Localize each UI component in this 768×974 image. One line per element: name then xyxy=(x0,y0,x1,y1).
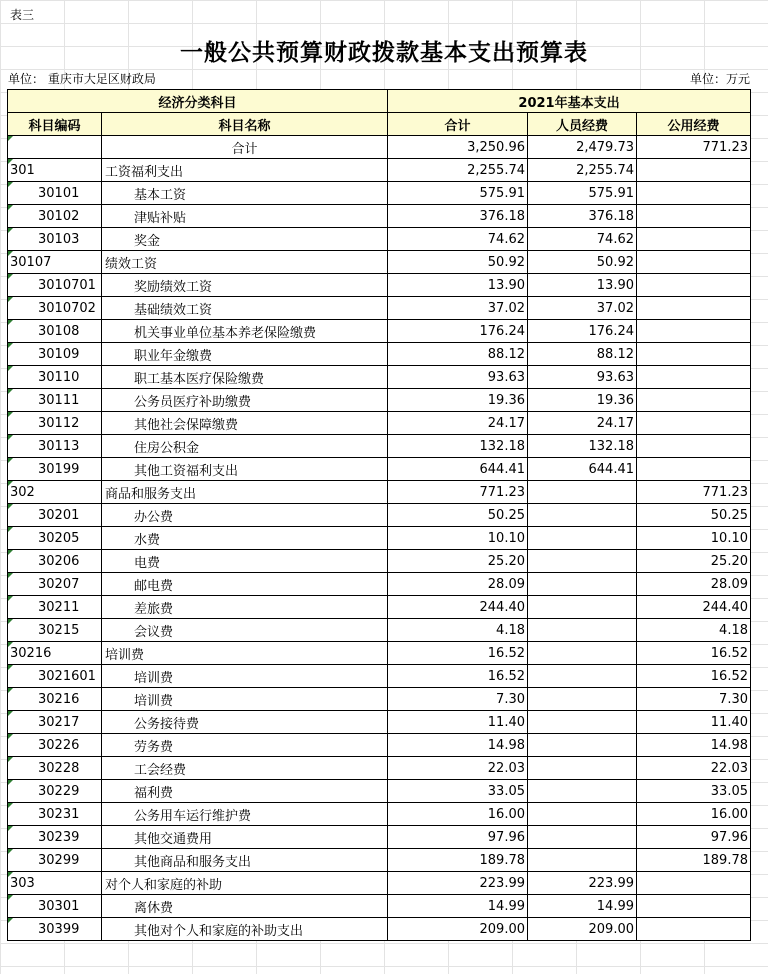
public-cell[interactable]: 4.18 xyxy=(637,619,751,642)
public-cell[interactable]: 28.09 xyxy=(637,573,751,596)
personnel-cell[interactable]: 24.17 xyxy=(528,412,637,435)
total-cell[interactable]: 33.05 xyxy=(388,780,528,803)
code-cell[interactable]: 30111 xyxy=(8,389,102,412)
public-cell[interactable] xyxy=(637,435,751,458)
total-cell[interactable]: 28.09 xyxy=(388,573,528,596)
total-cell[interactable]: 25.20 xyxy=(388,550,528,573)
name-cell[interactable]: 公务员医疗补助缴费 xyxy=(102,389,388,412)
table-row xyxy=(8,734,751,757)
personnel-cell[interactable] xyxy=(528,573,637,596)
code-cell[interactable]: 30216 xyxy=(8,642,102,665)
total-cell[interactable]: 14.98 xyxy=(388,734,528,757)
personnel-cell[interactable] xyxy=(528,688,637,711)
total-sum-cell[interactable]: 3,250.96 xyxy=(388,136,528,159)
personnel-cell[interactable]: 14.99 xyxy=(528,895,637,918)
table-row xyxy=(8,642,751,665)
personnel-cell[interactable]: 13.90 xyxy=(528,274,637,297)
total-cell[interactable]: 93.63 xyxy=(388,366,528,389)
public-cell[interactable] xyxy=(637,872,751,895)
page-title: 一般公共预算财政拨款基本支出预算表 xyxy=(180,40,588,66)
name-cell[interactable]: 电费 xyxy=(102,550,388,573)
name-cell[interactable]: 公务用车运行维护费 xyxy=(102,803,388,826)
table-row xyxy=(8,504,751,527)
total-cell[interactable]: 16.00 xyxy=(388,803,528,826)
public-cell[interactable] xyxy=(637,458,751,481)
personnel-cell[interactable] xyxy=(528,711,637,734)
total-cell[interactable]: 209.00 xyxy=(388,918,528,941)
name-cell[interactable]: 绩效工资 xyxy=(102,251,388,274)
code-cell[interactable]: 30226 xyxy=(8,734,102,757)
personnel-cell[interactable]: 88.12 xyxy=(528,343,637,366)
code-cell[interactable]: 30107 xyxy=(8,251,102,274)
unit-currency: 单位：万元 xyxy=(689,72,750,86)
personnel-cell[interactable]: 50.92 xyxy=(528,251,637,274)
code-cell[interactable]: 30215 xyxy=(8,619,102,642)
total-cell[interactable]: 37.02 xyxy=(388,297,528,320)
table-row xyxy=(8,803,751,826)
code-cell[interactable]: 30113 xyxy=(8,435,102,458)
total-cell[interactable]: 19.36 xyxy=(388,389,528,412)
code-cell[interactable]: 30102 xyxy=(8,205,102,228)
code-cell[interactable]: 30299 xyxy=(8,849,102,872)
header-economic-category[interactable]: 经济分类科目 xyxy=(8,90,388,113)
total-cell[interactable]: 376.18 xyxy=(388,205,528,228)
personnel-cell[interactable]: 223.99 xyxy=(528,872,637,895)
public-cell[interactable] xyxy=(637,182,751,205)
table-row xyxy=(8,780,751,803)
code-cell[interactable]: 301 xyxy=(8,159,102,182)
name-cell[interactable]: 职工基本医疗保险缴费 xyxy=(102,366,388,389)
total-cell[interactable]: 24.17 xyxy=(388,412,528,435)
name-cell[interactable]: 津贴补贴 xyxy=(102,205,388,228)
total-cell[interactable]: 771.23 xyxy=(388,481,528,504)
code-cell[interactable]: 30229 xyxy=(8,780,102,803)
code-cell[interactable]: 30101 xyxy=(8,182,102,205)
personnel-cell[interactable] xyxy=(528,780,637,803)
public-cell[interactable]: 33.05 xyxy=(637,780,751,803)
table-row xyxy=(8,665,751,688)
personnel-cell[interactable]: 19.36 xyxy=(528,389,637,412)
header-name[interactable]: 科目名称 xyxy=(102,113,388,136)
public-cell[interactable]: 25.20 xyxy=(637,550,751,573)
table-row xyxy=(8,573,751,596)
personnel-cell[interactable] xyxy=(528,481,637,504)
code-cell[interactable]: 30201 xyxy=(8,504,102,527)
code-cell[interactable]: 30211 xyxy=(8,596,102,619)
code-cell[interactable]: 30239 xyxy=(8,826,102,849)
code-cell[interactable]: 30207 xyxy=(8,573,102,596)
name-cell[interactable]: 公务接待费 xyxy=(102,711,388,734)
total-cell[interactable]: 74.62 xyxy=(388,228,528,251)
code-cell[interactable]: 3021601 xyxy=(8,665,102,688)
table-row xyxy=(8,688,751,711)
header-row-columns xyxy=(8,113,751,136)
total-cell[interactable]: 189.78 xyxy=(388,849,528,872)
total-cell[interactable]: 88.12 xyxy=(388,343,528,366)
total-cell[interactable]: 13.90 xyxy=(388,274,528,297)
sheet-label: 表三 xyxy=(10,8,35,22)
public-cell[interactable]: 11.40 xyxy=(637,711,751,734)
public-cell[interactable]: 16.52 xyxy=(637,665,751,688)
table-row xyxy=(8,343,751,366)
total-public-cell[interactable]: 771.23 xyxy=(637,136,751,159)
name-cell[interactable]: 劳务费 xyxy=(102,734,388,757)
public-cell[interactable] xyxy=(637,159,751,182)
name-cell[interactable]: 培训费 xyxy=(102,642,388,665)
name-cell[interactable]: 办公费 xyxy=(102,504,388,527)
personnel-cell[interactable] xyxy=(528,665,637,688)
table-row xyxy=(8,481,751,504)
public-cell[interactable] xyxy=(637,343,751,366)
total-cell[interactable]: 644.41 xyxy=(388,458,528,481)
public-cell[interactable] xyxy=(637,205,751,228)
table-row xyxy=(8,826,751,849)
table-row xyxy=(8,205,751,228)
personnel-cell[interactable] xyxy=(528,803,637,826)
code-cell[interactable]: 30216 xyxy=(8,688,102,711)
total-cell[interactable]: 11.40 xyxy=(388,711,528,734)
header-personnel[interactable]: 人员经费 xyxy=(528,113,637,136)
personnel-cell[interactable] xyxy=(528,550,637,573)
code-cell[interactable]: 30399 xyxy=(8,918,102,941)
header-basic-expenditure[interactable]: 2021年基本支出 xyxy=(388,90,751,113)
header-total[interactable]: 合计 xyxy=(388,113,528,136)
table-row xyxy=(8,159,751,182)
total-row xyxy=(8,136,751,159)
personnel-cell[interactable]: 74.62 xyxy=(528,228,637,251)
public-cell[interactable]: 7.30 xyxy=(637,688,751,711)
total-cell[interactable]: 22.03 xyxy=(388,757,528,780)
name-cell[interactable]: 福利费 xyxy=(102,780,388,803)
total-cell[interactable]: 223.99 xyxy=(388,872,528,895)
table-row xyxy=(8,550,751,573)
table-row xyxy=(8,619,751,642)
name-cell[interactable]: 培训费 xyxy=(102,665,388,688)
name-cell[interactable]: 其他对个人和家庭的补助支出 xyxy=(102,918,388,941)
total-cell[interactable]: 10.10 xyxy=(388,527,528,550)
total-cell[interactable]: 16.52 xyxy=(388,665,528,688)
name-cell[interactable]: 工会经费 xyxy=(102,757,388,780)
total-cell[interactable]: 50.92 xyxy=(388,251,528,274)
code-cell[interactable]: 3010702 xyxy=(8,297,102,320)
personnel-cell[interactable]: 376.18 xyxy=(528,205,637,228)
table-row xyxy=(8,389,751,412)
code-cell[interactable]: 30301 xyxy=(8,895,102,918)
code-cell[interactable]: 30206 xyxy=(8,550,102,573)
table-row xyxy=(8,366,751,389)
total-name-cell[interactable]: 合计 xyxy=(102,136,388,159)
name-cell[interactable]: 其他社会保障缴费 xyxy=(102,412,388,435)
table-row xyxy=(8,435,751,458)
public-cell[interactable] xyxy=(637,895,751,918)
public-cell[interactable] xyxy=(637,389,751,412)
table-row xyxy=(8,458,751,481)
personnel-cell[interactable]: 575.91 xyxy=(528,182,637,205)
code-cell[interactable]: 30110 xyxy=(8,366,102,389)
name-cell[interactable]: 商品和服务支出 xyxy=(102,481,388,504)
name-cell[interactable]: 其他交通费用 xyxy=(102,826,388,849)
total-cell[interactable]: 176.24 xyxy=(388,320,528,343)
personnel-cell[interactable] xyxy=(528,826,637,849)
personnel-cell[interactable] xyxy=(528,757,637,780)
name-cell[interactable]: 会议费 xyxy=(102,619,388,642)
total-cell[interactable]: 132.18 xyxy=(388,435,528,458)
table-row xyxy=(8,596,751,619)
public-cell[interactable]: 50.25 xyxy=(637,504,751,527)
personnel-cell[interactable] xyxy=(528,734,637,757)
table-row xyxy=(8,757,751,780)
header-code[interactable]: 科目编码 xyxy=(8,113,102,136)
header-row-groups xyxy=(8,90,751,113)
table-row xyxy=(8,228,751,251)
code-cell[interactable]: 30103 xyxy=(8,228,102,251)
public-cell[interactable]: 10.10 xyxy=(637,527,751,550)
public-cell[interactable]: 14.98 xyxy=(637,734,751,757)
total-cell[interactable]: 16.52 xyxy=(388,642,528,665)
personnel-cell[interactable]: 2,255.74 xyxy=(528,159,637,182)
total-cell[interactable]: 97.96 xyxy=(388,826,528,849)
table-row xyxy=(8,320,751,343)
name-cell[interactable]: 培训费 xyxy=(102,688,388,711)
total-code-cell[interactable] xyxy=(8,136,102,159)
code-cell[interactable]: 30108 xyxy=(8,320,102,343)
personnel-cell[interactable] xyxy=(528,504,637,527)
name-cell[interactable]: 对个人和家庭的补助 xyxy=(102,872,388,895)
total-personnel-cell[interactable]: 2,479.73 xyxy=(528,136,637,159)
table-row xyxy=(8,895,751,918)
public-cell[interactable] xyxy=(637,297,751,320)
budget-table xyxy=(7,89,751,941)
table-row xyxy=(8,849,751,872)
name-cell[interactable]: 机关事业单位基本养老保险缴费 xyxy=(102,320,388,343)
personnel-cell[interactable]: 37.02 xyxy=(528,297,637,320)
personnel-cell[interactable]: 644.41 xyxy=(528,458,637,481)
table-row xyxy=(8,274,751,297)
code-cell[interactable]: 30217 xyxy=(8,711,102,734)
name-cell[interactable]: 离休费 xyxy=(102,895,388,918)
code-cell[interactable]: 302 xyxy=(8,481,102,504)
table-row xyxy=(8,527,751,550)
name-cell[interactable]: 其他工资福利支出 xyxy=(102,458,388,481)
public-cell[interactable]: 189.78 xyxy=(637,849,751,872)
public-cell[interactable]: 22.03 xyxy=(637,757,751,780)
code-cell[interactable]: 30231 xyxy=(8,803,102,826)
total-cell[interactable]: 244.40 xyxy=(388,596,528,619)
code-cell[interactable]: 30112 xyxy=(8,412,102,435)
total-cell[interactable]: 4.18 xyxy=(388,619,528,642)
public-cell[interactable]: 771.23 xyxy=(637,481,751,504)
personnel-cell[interactable]: 93.63 xyxy=(528,366,637,389)
public-cell[interactable] xyxy=(637,366,751,389)
personnel-cell[interactable]: 176.24 xyxy=(528,320,637,343)
personnel-cell[interactable] xyxy=(528,849,637,872)
unit-agency: 单位： 重庆市大足区财政局 xyxy=(8,72,156,86)
name-cell[interactable]: 奖励绩效工资 xyxy=(102,274,388,297)
personnel-cell[interactable] xyxy=(528,596,637,619)
total-cell[interactable]: 7.30 xyxy=(388,688,528,711)
code-cell[interactable]: 30228 xyxy=(8,757,102,780)
public-cell[interactable] xyxy=(637,412,751,435)
table-row xyxy=(8,918,751,941)
public-cell[interactable] xyxy=(637,320,751,343)
table-row xyxy=(8,182,751,205)
code-cell[interactable]: 30199 xyxy=(8,458,102,481)
name-cell[interactable]: 工资福利支出 xyxy=(102,159,388,182)
name-cell[interactable]: 差旅费 xyxy=(102,596,388,619)
public-cell[interactable]: 16.52 xyxy=(637,642,751,665)
public-cell[interactable] xyxy=(637,274,751,297)
personnel-cell[interactable]: 209.00 xyxy=(528,918,637,941)
total-cell[interactable]: 2,255.74 xyxy=(388,159,528,182)
code-cell[interactable]: 30109 xyxy=(8,343,102,366)
name-cell[interactable]: 邮电费 xyxy=(102,573,388,596)
name-cell[interactable]: 水费 xyxy=(102,527,388,550)
code-cell[interactable]: 303 xyxy=(8,872,102,895)
total-cell[interactable]: 575.91 xyxy=(388,182,528,205)
public-cell[interactable]: 244.40 xyxy=(637,596,751,619)
personnel-cell[interactable] xyxy=(528,619,637,642)
total-cell[interactable]: 50.25 xyxy=(388,504,528,527)
table-row xyxy=(8,412,751,435)
name-cell[interactable]: 职业年金缴费 xyxy=(102,343,388,366)
code-cell[interactable]: 3010701 xyxy=(8,274,102,297)
personnel-cell[interactable] xyxy=(528,527,637,550)
name-cell[interactable]: 住房公积金 xyxy=(102,435,388,458)
table-row xyxy=(8,251,751,274)
name-cell[interactable]: 奖金 xyxy=(102,228,388,251)
public-cell[interactable] xyxy=(637,251,751,274)
table-row xyxy=(8,297,751,320)
public-cell[interactable] xyxy=(637,228,751,251)
table-row xyxy=(8,711,751,734)
table-row xyxy=(8,872,751,895)
name-cell[interactable]: 基本工资 xyxy=(102,182,388,205)
public-cell[interactable] xyxy=(637,918,751,941)
public-cell[interactable]: 16.00 xyxy=(637,803,751,826)
header-public[interactable]: 公用经费 xyxy=(637,113,751,136)
personnel-cell[interactable] xyxy=(528,642,637,665)
name-cell[interactable]: 基础绩效工资 xyxy=(102,297,388,320)
total-cell[interactable]: 14.99 xyxy=(388,895,528,918)
name-cell[interactable]: 其他商品和服务支出 xyxy=(102,849,388,872)
code-cell[interactable]: 30205 xyxy=(8,527,102,550)
personnel-cell[interactable]: 132.18 xyxy=(528,435,637,458)
public-cell[interactable]: 97.96 xyxy=(637,826,751,849)
